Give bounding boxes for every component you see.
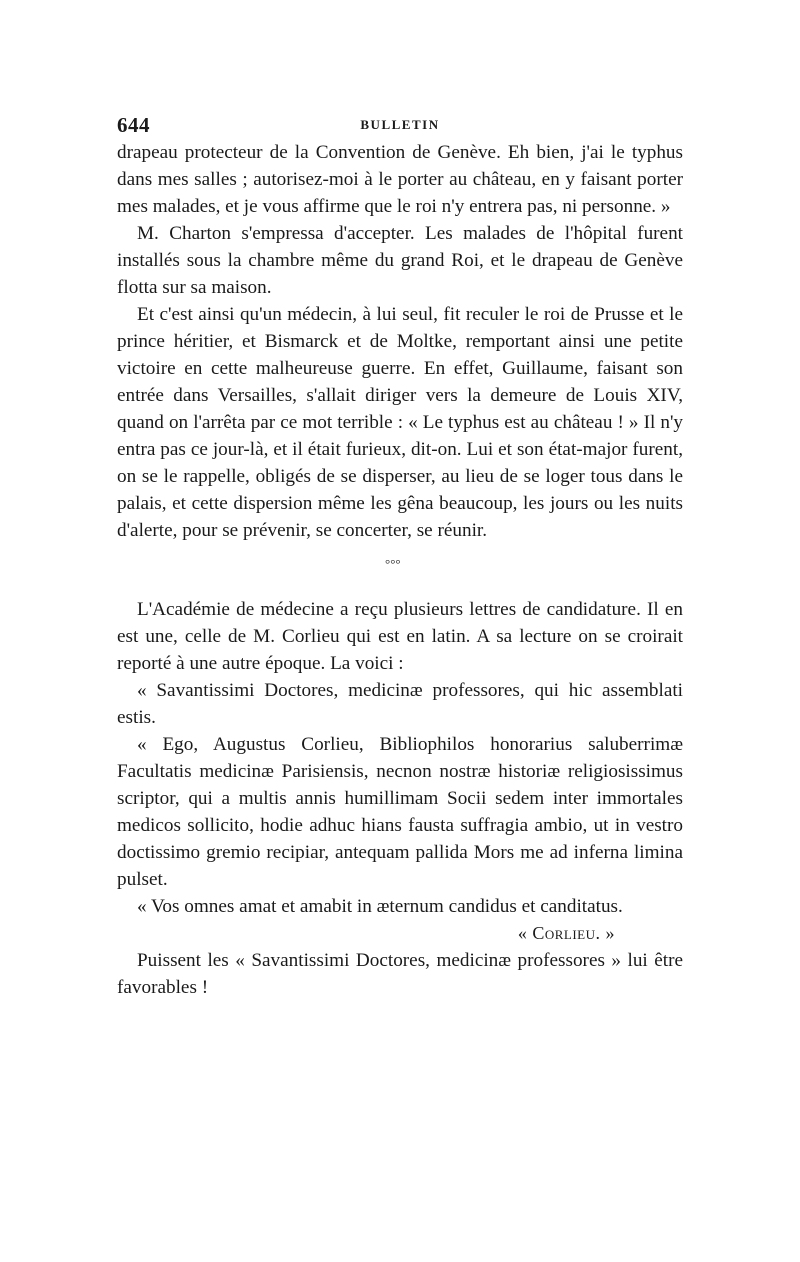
- page-number: 644: [117, 113, 150, 137]
- running-head: BULLETIN: [360, 117, 440, 132]
- paragraph-latin-address: « Savantissimi Doctores, medicinæ professores, qui hic assemblati estis.: [117, 680, 683, 728]
- page-header: [117, 113, 683, 139]
- paragraph-charton: M. Charton s'empressa d'accepter. Les malades de l'hôpital furent installés sous la chambre même du grand Roi, et le drapeau de Genève flotta sur sa maison.: [117, 223, 683, 298]
- paragraph-academie: L'Académie de médecine a reçu plusieurs lettres de candidature. Il en est une, celle de M. Corlieu qui est en latin. A sa lecture on se croirait reporté à une autre époque. La voici :: [117, 599, 683, 674]
- paragraph-continued: drapeau protecteur de la Convention de Genève. Eh bien, j'ai le typhus dans mes salles ; autorisez-moi à le porter au château, en y faisant porter mes malades, et je vous affirme que le roi n'y entrera pas, ni personne. »: [117, 142, 683, 217]
- document-page: [117, 113, 683, 1001]
- signature: [117, 920, 683, 947]
- section-ornament: [117, 544, 683, 596]
- paragraph-latin-letter: « Ego, Augustus Corlieu, Bibliophilos honorarius saluberrimæ Facultatis medicinæ Parisiensis, necnon nostræ historiæ religiosissimus scriptor, qui a multis annis humillimam Socii sedem inter immortales medicos sollicito, hodie adhuc hians fausta suffragia ambio, ut in vestro doctissimo gremio recipiar, antequam pallida Mors me ad inferna limina pulset.: [117, 734, 683, 890]
- paragraph-latin-closing: « Vos omnes amat et amabit in æternum candidus et canditatus.: [137, 896, 623, 917]
- paragraph-typhus-story: Et c'est ainsi qu'un médecin, à lui seul, fit reculer le roi de Prusse et le prince héritier, et Bismarck et de Moltke, remportant ainsi une petite victoire en cette malheureuse guerre. En effet, Guillaume, faisant son entrée dans Versailles, s'allait diriger vers la demeure de Louis XIV, quand on l'arrêta par ce mot terrible : « Le typhus est au château ! » Il n'y entra pas ce jour-là, et il était furieux, dit-on. Lui et son état-major furent, on se le rappelle, obligés de se disperser, au lieu de se loger tous dans le palais, et cette dispersion même les gêna beaucoup, les jours ou les nuits d'alerte, pour se prévenir, se concerter, se réunir.: [117, 304, 683, 541]
- signature-text: « Corlieu. »: [517, 923, 615, 943]
- paragraph-final: Puissent les « Savantissimi Doctores, medicinæ professores » lui être favorables !: [117, 950, 683, 998]
- ornament-glyph: °°°: [385, 556, 401, 571]
